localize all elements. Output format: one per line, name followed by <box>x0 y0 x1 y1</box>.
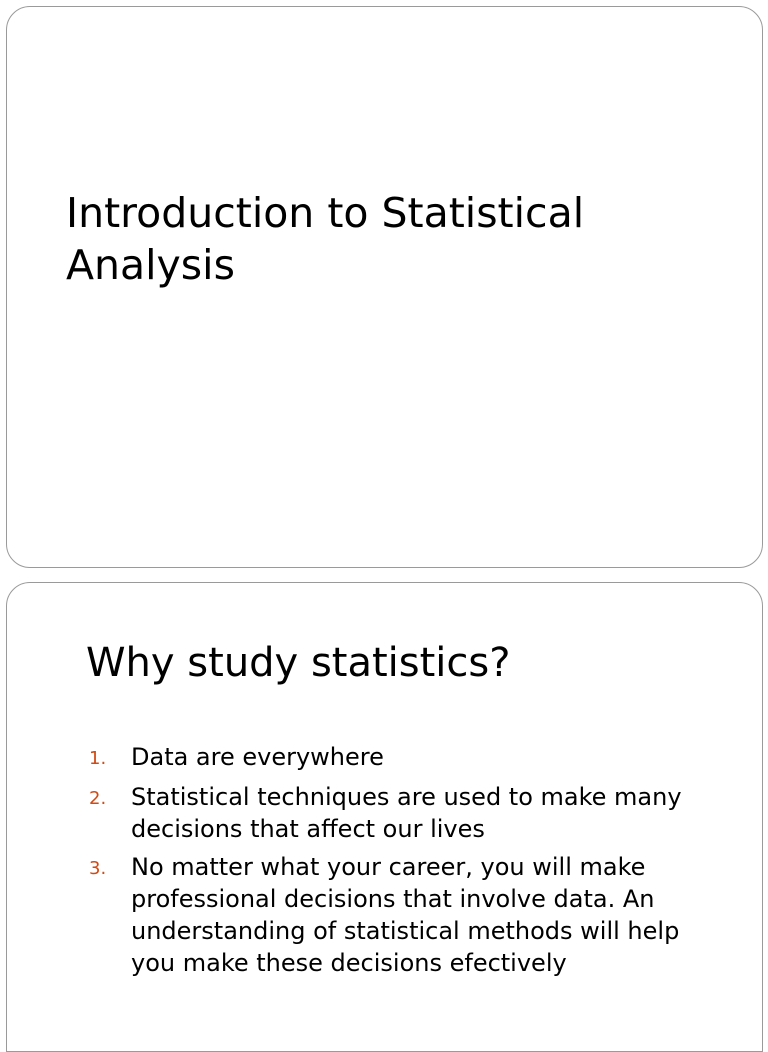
content-slide <box>6 582 763 1052</box>
list-item-text: Statistical techniques are used to make many decisions that affect our lives <box>131 783 682 843</box>
list-item <box>89 741 729 775</box>
slide-title: Introduction to Statistical Analysis <box>66 189 585 289</box>
list-item <box>89 781 729 845</box>
title-slide <box>6 6 763 568</box>
list-item-number: 2. <box>89 788 107 809</box>
list-item-number: 3. <box>89 858 107 879</box>
numbered-list <box>89 741 729 985</box>
slide-heading: Why study statistics? <box>86 640 511 686</box>
list-item-text: Data are everywhere <box>131 743 384 771</box>
list-item <box>89 851 729 979</box>
list-item-number: 1. <box>89 748 107 769</box>
list-item-text: No matter what your career, you will make professional decisions that involve data. An understanding of statistical methods will help you make these decisions efectively <box>131 853 680 977</box>
